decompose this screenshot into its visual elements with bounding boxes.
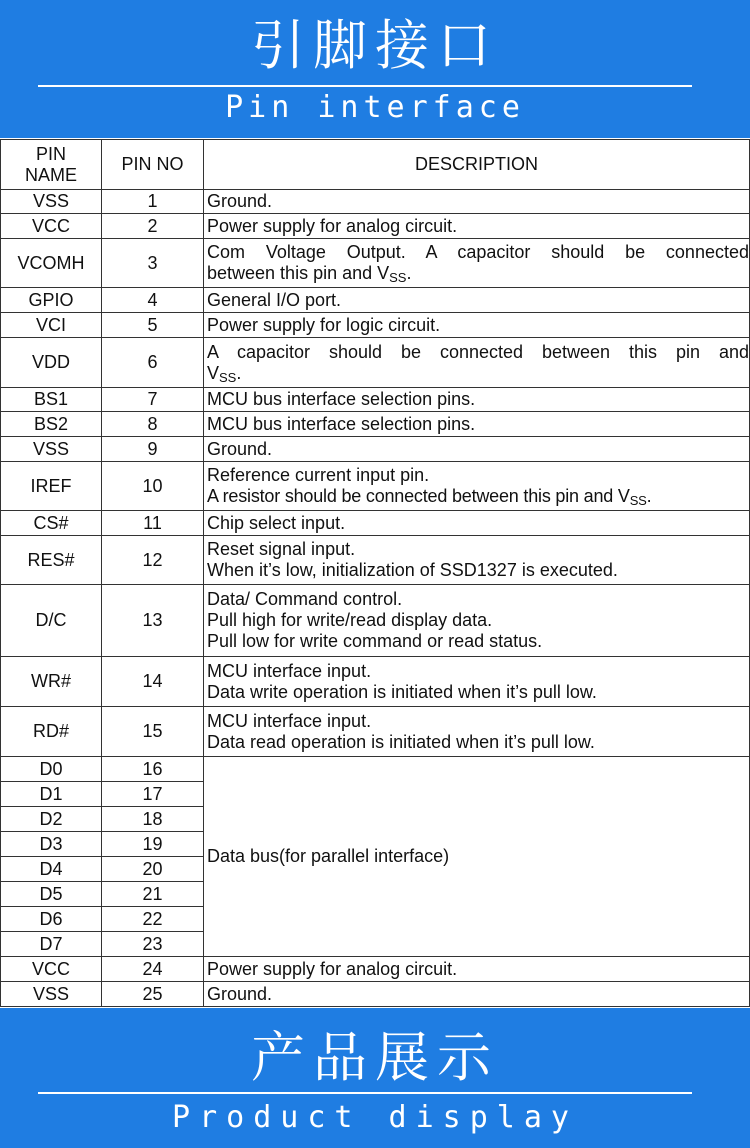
pin-table (0, 139, 750, 1007)
page-title-en: Pin interface (225, 90, 525, 125)
pin-name: VSS (1, 190, 102, 214)
pin-desc: Com Voltage Output. A capacitor should be connected between this pin and $V_{SS}$. (204, 239, 750, 288)
header-banner (0, 0, 750, 138)
pin-name: D1 (1, 782, 102, 807)
page-title-cn: 引脚接口 (251, 14, 499, 77)
pin-desc: Reference current input pin. A resistor should be connected between this pin and $V_{SS}$. (204, 462, 750, 511)
pin-desc: MCU interface input. Data write operation is initiated when it’s pull low. (204, 657, 750, 707)
pin-desc: A capacitor should be connected between this pin and $V_{SS}$. (204, 338, 750, 388)
pin-desc: Power supply for analog circuit. (204, 214, 750, 239)
pin-name: D6 (1, 907, 102, 932)
header-description: DESCRIPTION (204, 140, 750, 190)
pin-name: RES# (1, 536, 102, 585)
pin-name: D7 (1, 932, 102, 957)
footer-divider (38, 1092, 692, 1094)
table-row (1, 437, 750, 462)
table-row (1, 288, 750, 313)
pin-no: 2 (102, 214, 204, 239)
header-pin-name: PIN NAME (1, 140, 102, 190)
pin-name: VDD (1, 338, 102, 388)
table-row (1, 412, 750, 437)
pin-no: 6 (102, 338, 204, 388)
pin-no: 5 (102, 313, 204, 338)
pin-name: VCOMH (1, 239, 102, 288)
table-row (1, 462, 750, 511)
pin-no: 15 (102, 707, 204, 757)
pin-name: D/C (1, 585, 102, 657)
pin-no: 12 (102, 536, 204, 585)
pin-desc: Ground. (204, 982, 750, 1007)
table-row (1, 757, 750, 782)
table-row (1, 982, 750, 1007)
pin-desc: Chip select input. (204, 511, 750, 536)
pin-name: GPIO (1, 288, 102, 313)
table-row (1, 338, 750, 388)
pin-name: BS2 (1, 412, 102, 437)
pin-name: WR# (1, 657, 102, 707)
pin-desc: Reset signal input. When it’s low, initialization of SSD1327 is executed. (204, 536, 750, 585)
pin-no: 18 (102, 807, 204, 832)
pin-no: 13 (102, 585, 204, 657)
pin-no: 20 (102, 857, 204, 882)
pin-desc: Data/ Command control. Pull high for write/read display data. Pull low for write command or read status. (204, 585, 750, 657)
pin-name: D5 (1, 882, 102, 907)
pin-name: VCC (1, 214, 102, 239)
table-row (1, 388, 750, 412)
pin-desc: Ground. (204, 437, 750, 462)
pin-desc: Power supply for logic circuit. (204, 313, 750, 338)
table-row (1, 657, 750, 707)
header-divider (38, 85, 692, 87)
pin-name: D4 (1, 857, 102, 882)
pin-name: VSS (1, 437, 102, 462)
header-pin-no: PIN NO (102, 140, 204, 190)
pin-name: VCC (1, 957, 102, 982)
pin-no: 21 (102, 882, 204, 907)
pin-name: VCI (1, 313, 102, 338)
pin-name: IREF (1, 462, 102, 511)
pin-no: 22 (102, 907, 204, 932)
pin-name: VSS (1, 982, 102, 1007)
pin-desc: MCU bus interface selection pins. (204, 388, 750, 412)
pin-name: BS1 (1, 388, 102, 412)
pin-no: 24 (102, 957, 204, 982)
footer-banner (0, 1008, 750, 1148)
pin-desc: Ground. (204, 190, 750, 214)
table-row (1, 313, 750, 338)
table-row (1, 957, 750, 982)
pin-no: 17 (102, 782, 204, 807)
pin-name: D2 (1, 807, 102, 832)
pin-no: 19 (102, 832, 204, 857)
pin-no: 9 (102, 437, 204, 462)
pin-no: 11 (102, 511, 204, 536)
pin-no: 4 (102, 288, 204, 313)
table-row (1, 511, 750, 536)
pin-no: 25 (102, 982, 204, 1007)
table-row (1, 536, 750, 585)
pin-no: 16 (102, 757, 204, 782)
pin-no: 10 (102, 462, 204, 511)
section-title-cn: 产品展示 (251, 1026, 499, 1089)
pin-name: CS# (1, 511, 102, 536)
table-row (1, 190, 750, 214)
pin-no: 14 (102, 657, 204, 707)
table-row (1, 214, 750, 239)
data-bus-desc: Data bus(for parallel interface) (204, 757, 750, 957)
pin-name: D0 (1, 757, 102, 782)
pin-desc: General I/O port. (204, 288, 750, 313)
table-row (1, 239, 750, 288)
pin-desc: MCU bus interface selection pins. (204, 412, 750, 437)
pin-no: 7 (102, 388, 204, 412)
pin-no: 8 (102, 412, 204, 437)
pin-desc: MCU interface input. Data read operation is initiated when it’s pull low. (204, 707, 750, 757)
pin-desc: Power supply for analog circuit. (204, 957, 750, 982)
pin-no: 23 (102, 932, 204, 957)
pin-no: 1 (102, 190, 204, 214)
table-row (1, 707, 750, 757)
pin-name: D3 (1, 832, 102, 857)
pin-no: 3 (102, 239, 204, 288)
section-title-en: Product display (172, 1100, 578, 1135)
table-header-row (1, 140, 750, 190)
pin-name: RD# (1, 707, 102, 757)
table-row (1, 585, 750, 657)
